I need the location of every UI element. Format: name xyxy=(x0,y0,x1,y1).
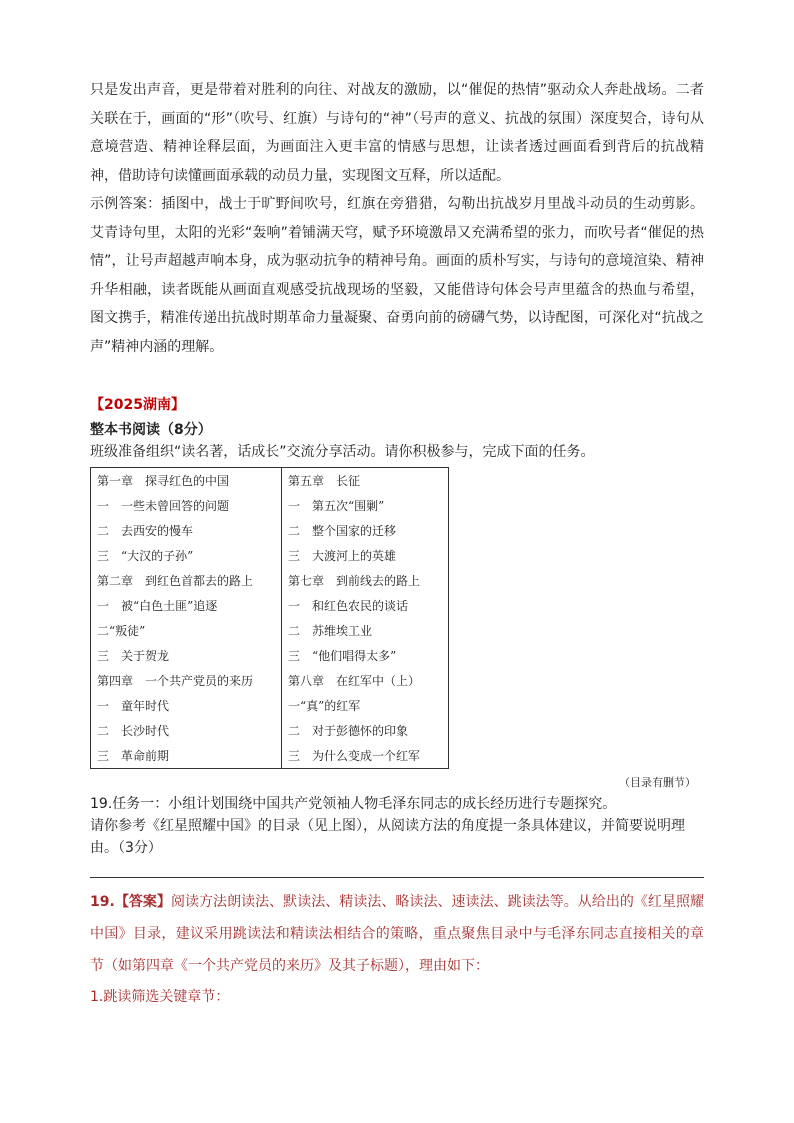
toc-row xyxy=(91,668,449,693)
answer-text: 阅读方法朗读法、默读法、精读法、略读法、速读法、跳读法等。从给出的《红星照耀中国》目录，建议采用跳读法和精读法相结合的策略，重点聚焦目录中与毛泽东同志直接相关的章节（如第四章《一个共产党员的来历》及其子标题），理由如下： xyxy=(90,894,704,974)
table-of-contents xyxy=(90,467,449,769)
toc-cell-right: 二 对于彭德怀的印象 xyxy=(282,718,449,743)
toc-cell-left: 三 革命前期 xyxy=(91,743,282,769)
toc-cell-right: 一 第五次“围剿” xyxy=(282,493,449,518)
toc-row xyxy=(91,543,449,568)
toc-row xyxy=(91,468,449,494)
toc-cell-right: 一“真”的红军 xyxy=(282,693,449,718)
toc-row xyxy=(91,568,449,593)
question-heading: 整本书阅读（8分） xyxy=(90,422,212,438)
toc-row xyxy=(91,718,449,743)
toc-cell-left: 一 童年时代 xyxy=(91,693,282,718)
toc-cell-right: 二 整个国家的迁移 xyxy=(282,518,449,543)
body-paragraph-continuation: 只是发出声音，更是带着对胜利的向往、对战友的激励，以“催促的热情”驱动众人奔赴战场。二者关联在于，画面的“形”（吹号、红旗）与诗句的“神”（号声的意义、抗战的氛围）深度契合，诗句从意境营造、精神诠释层面，为画面注入更丰富的情感与思想，让读者透过画面看到背后的抗战精神，借助诗句读懂画面承载的动员力量，实现图文互释，所以适配。 xyxy=(90,82,704,184)
toc-row xyxy=(91,593,449,618)
task-prompt-line1: 19.任务一：小组计划围绕中国共产党领袖人物毛泽东同志的成长经历进行专题探究。 xyxy=(90,796,617,812)
toc-cell-left: 三 “大汉的子孙” xyxy=(91,543,282,568)
toc-cell-right: 三 大渡河上的英雄 xyxy=(282,543,449,568)
toc-cell-left: 二“叛徒” xyxy=(91,618,282,643)
toc-cell-left: 第二章 到红色首都去的路上 xyxy=(91,568,282,593)
toc-cell-left: 第一章 探寻红色的中国 xyxy=(91,468,282,494)
divider xyxy=(90,877,704,878)
toc-row xyxy=(91,518,449,543)
toc-row xyxy=(91,618,449,643)
toc-row xyxy=(91,693,449,718)
toc-cell-right: 三 为什么变成一个红军 xyxy=(282,743,449,769)
example-answer-paragraph: 示例答案：插图中，战士于旷野间吹号，红旗在旁猎猎，勾勒出抗战岁月里战斗动员的生动剪影。艾青诗句里，太阳的光彩“轰响”着铺满天穹，赋予环境激昂又充满希望的张力，而吹号者“催促的热情”，让号声超越声响本身，成为驱动抗争的精神号角。画面的质朴写实，与诗句的意境渲染、精神升华相融，读者既能从画面直观感受抗战现场的坚毅，又能借诗句体会号声里蕴含的热血与希望，图文携手，精准传递出抗战时期革命力量凝聚、奋勇向前的磅礴气势，以诗配图，可深化对“抗战之声”精神内涵的理解。 xyxy=(90,196,704,355)
toc-cell-left: 一 一些未曾回答的问题 xyxy=(91,493,282,518)
toc-cell-right: 第七章 到前线去的路上 xyxy=(282,568,449,593)
toc-cell-left: 一 被“白色土匪”追逐 xyxy=(91,593,282,618)
answer-item-1: 1.跳读筛选关键章节： xyxy=(90,989,230,1005)
toc-cell-right: 一 和红色农民的谈话 xyxy=(282,593,449,618)
toc-cell-right: 第五章 长征 xyxy=(282,468,449,494)
toc-cell-right: 二 苏维埃工业 xyxy=(282,618,449,643)
toc-cell-right: 三 “他们唱得太多” xyxy=(282,643,449,668)
question-intro: 班级准备组织“读名著，话成长”交流分享活动。请你积极参与，完成下面的任务。 xyxy=(90,444,595,460)
task-prompt-line2: 请你参考《红星照耀中国》的目录（见上图），从阅读方法的角度提一条具体建议，并简要说明理由。（3分） xyxy=(90,818,685,856)
document-page xyxy=(90,76,704,1012)
toc-row xyxy=(91,743,449,769)
toc-note: （目录有删节） xyxy=(619,776,696,789)
section-tag: 【2025湖南】 xyxy=(90,397,185,413)
toc-cell-left: 第四章 一个共产党员的来历 xyxy=(91,668,282,693)
toc-cell-left: 三 关于贺龙 xyxy=(91,643,282,668)
toc-row xyxy=(91,493,449,518)
toc-row xyxy=(91,643,449,668)
answer-paragraph xyxy=(90,886,704,982)
toc-cell-right: 第八章 在红军中（上） xyxy=(282,668,449,693)
toc-cell-left: 二 去西安的慢车 xyxy=(91,518,282,543)
toc-cell-left: 二 长沙时代 xyxy=(91,718,282,743)
answer-label: 19.【答案】 xyxy=(90,894,171,910)
